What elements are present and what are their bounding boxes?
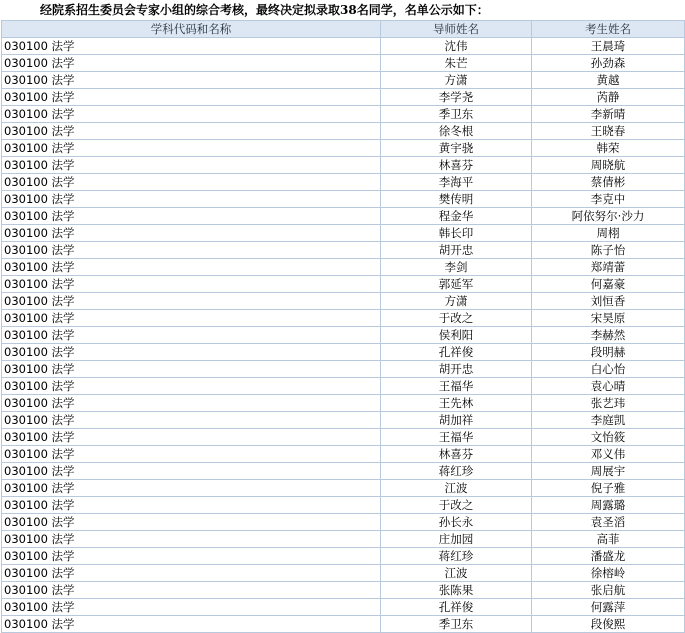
discipline-cell: 030100 法学 [2, 157, 381, 174]
table-row [2, 174, 685, 191]
table-row [2, 242, 685, 259]
candidate-name-cell: 张艺玮 [532, 395, 685, 412]
supervisor-name-cell: 侯利阳 [381, 327, 532, 344]
table-row [2, 531, 685, 548]
discipline-cell: 030100 法学 [2, 497, 381, 514]
candidate-name-cell: 邓义伟 [532, 446, 685, 463]
candidate-name-cell: 王晨琦 [532, 38, 685, 55]
table-body [2, 38, 685, 633]
table-row [2, 89, 685, 106]
supervisor-name-cell: 郭延军 [381, 276, 532, 293]
candidate-name-cell: 段明赫 [532, 344, 685, 361]
candidate-name-cell: 袁圣滔 [532, 514, 685, 531]
discipline-cell: 030100 法学 [2, 259, 381, 276]
supervisor-name-cell: 胡开忠 [381, 242, 532, 259]
table-header-row [2, 21, 685, 38]
table-row [2, 378, 685, 395]
supervisor-name-cell: 季卫东 [381, 106, 532, 123]
supervisor-name-cell: 孔祥俊 [381, 344, 532, 361]
discipline-cell: 030100 法学 [2, 480, 381, 497]
discipline-cell: 030100 法学 [2, 174, 381, 191]
supervisor-name-cell: 李学尧 [381, 89, 532, 106]
discipline-cell: 030100 法学 [2, 616, 381, 633]
discipline-cell: 030100 法学 [2, 89, 381, 106]
supervisor-name-cell: 胡加祥 [381, 412, 532, 429]
candidate-name-cell: 刘恒香 [532, 293, 685, 310]
column-header-supervisor: 导师姓名 [381, 21, 532, 38]
table-row [2, 582, 685, 599]
page-heading: 经院系招生委员会专家小组的综合考核，最终决定拟录取38名同学，名单公示如下： [40, 3, 489, 17]
table-row [2, 293, 685, 310]
candidate-name-cell: 袁心晴 [532, 378, 685, 395]
discipline-cell: 030100 法学 [2, 565, 381, 582]
discipline-cell: 030100 法学 [2, 242, 381, 259]
table-row [2, 123, 685, 140]
discipline-cell: 030100 法学 [2, 395, 381, 412]
candidate-name-cell: 周晓航 [532, 157, 685, 174]
supervisor-name-cell: 江波 [381, 480, 532, 497]
supervisor-name-cell: 胡开忠 [381, 361, 532, 378]
candidate-name-cell: 周展宇 [532, 463, 685, 480]
table-row [2, 55, 685, 72]
candidate-name-cell: 张启航 [532, 582, 685, 599]
supervisor-name-cell: 王福华 [381, 378, 532, 395]
candidate-name-cell: 韩荣 [532, 140, 685, 157]
candidate-name-cell: 宋昊原 [532, 310, 685, 327]
supervisor-name-cell: 于改之 [381, 310, 532, 327]
discipline-cell: 030100 法学 [2, 344, 381, 361]
admission-list-table [1, 20, 685, 633]
column-header-discipline: 学科代码和名称 [2, 21, 381, 38]
candidate-name-cell: 王晓春 [532, 123, 685, 140]
table-row [2, 497, 685, 514]
supervisor-name-cell: 庄加园 [381, 531, 532, 548]
table-row [2, 344, 685, 361]
candidate-name-cell: 周露璐 [532, 497, 685, 514]
supervisor-name-cell: 方潇 [381, 293, 532, 310]
candidate-name-cell: 李新晴 [532, 106, 685, 123]
discipline-cell: 030100 法学 [2, 412, 381, 429]
candidate-name-cell: 李克中 [532, 191, 685, 208]
supervisor-name-cell: 李剑 [381, 259, 532, 276]
table-row [2, 412, 685, 429]
candidate-name-cell: 李赫然 [532, 327, 685, 344]
table-row [2, 225, 685, 242]
discipline-cell: 030100 法学 [2, 38, 381, 55]
supervisor-name-cell: 徐冬根 [381, 123, 532, 140]
discipline-cell: 030100 法学 [2, 429, 381, 446]
supervisor-name-cell: 王先林 [381, 395, 532, 412]
table-row [2, 259, 685, 276]
candidate-name-cell: 段俊熙 [532, 616, 685, 633]
supervisor-name-cell: 朱芒 [381, 55, 532, 72]
table-row [2, 106, 685, 123]
discipline-cell: 030100 法学 [2, 123, 381, 140]
table-row [2, 463, 685, 480]
table-row [2, 446, 685, 463]
table-row [2, 395, 685, 412]
table-row [2, 310, 685, 327]
candidate-name-cell: 潘盛龙 [532, 548, 685, 565]
candidate-name-cell: 高菲 [532, 531, 685, 548]
table-row [2, 548, 685, 565]
supervisor-name-cell: 程金华 [381, 208, 532, 225]
table-row [2, 191, 685, 208]
supervisor-name-cell: 林喜芬 [381, 446, 532, 463]
discipline-cell: 030100 法学 [2, 310, 381, 327]
discipline-cell: 030100 法学 [2, 531, 381, 548]
candidate-name-cell: 黄越 [532, 72, 685, 89]
supervisor-name-cell: 韩长印 [381, 225, 532, 242]
discipline-cell: 030100 法学 [2, 276, 381, 293]
column-header-candidate: 考生姓名 [532, 21, 685, 38]
table-row [2, 208, 685, 225]
supervisor-name-cell: 樊传明 [381, 191, 532, 208]
supervisor-name-cell: 于改之 [381, 497, 532, 514]
table-row [2, 480, 685, 497]
supervisor-name-cell: 蒋红珍 [381, 463, 532, 480]
candidate-name-cell: 芮静 [532, 89, 685, 106]
discipline-cell: 030100 法学 [2, 327, 381, 344]
discipline-cell: 030100 法学 [2, 599, 381, 616]
supervisor-name-cell: 沈伟 [381, 38, 532, 55]
table-row [2, 599, 685, 616]
candidate-name-cell: 郑靖蕾 [532, 259, 685, 276]
table-row [2, 327, 685, 344]
supervisor-name-cell: 黄宇骁 [381, 140, 532, 157]
supervisor-name-cell: 王福华 [381, 429, 532, 446]
table-row [2, 429, 685, 446]
table-row [2, 72, 685, 89]
candidate-name-cell: 文怡筱 [532, 429, 685, 446]
candidate-name-cell: 何嘉豪 [532, 276, 685, 293]
discipline-cell: 030100 法学 [2, 582, 381, 599]
supervisor-name-cell: 江波 [381, 565, 532, 582]
candidate-name-cell: 何露萍 [532, 599, 685, 616]
discipline-cell: 030100 法学 [2, 72, 381, 89]
discipline-cell: 030100 法学 [2, 463, 381, 480]
supervisor-name-cell: 李海平 [381, 174, 532, 191]
supervisor-name-cell: 方潇 [381, 72, 532, 89]
supervisor-name-cell: 蒋红珍 [381, 548, 532, 565]
candidate-name-cell: 陈子怡 [532, 242, 685, 259]
table-row [2, 157, 685, 174]
discipline-cell: 030100 法学 [2, 378, 381, 395]
candidate-name-cell: 徐榕岭 [532, 565, 685, 582]
candidate-name-cell: 周栩 [532, 225, 685, 242]
candidate-name-cell: 蔡倩彬 [532, 174, 685, 191]
candidate-name-cell: 倪子雅 [532, 480, 685, 497]
table-row [2, 276, 685, 293]
candidate-name-cell: 李庭凯 [532, 412, 685, 429]
supervisor-name-cell: 孔祥俊 [381, 599, 532, 616]
table-row [2, 616, 685, 633]
discipline-cell: 030100 法学 [2, 208, 381, 225]
supervisor-name-cell: 张陈果 [381, 582, 532, 599]
supervisor-name-cell: 季卫东 [381, 616, 532, 633]
discipline-cell: 030100 法学 [2, 140, 381, 157]
table-row [2, 361, 685, 378]
table-row [2, 514, 685, 531]
discipline-cell: 030100 法学 [2, 361, 381, 378]
candidate-name-cell: 阿依努尔·沙力 [532, 208, 685, 225]
discipline-cell: 030100 法学 [2, 293, 381, 310]
discipline-cell: 030100 法学 [2, 446, 381, 463]
discipline-cell: 030100 法学 [2, 514, 381, 531]
candidate-name-cell: 孙劲森 [532, 55, 685, 72]
table-row [2, 565, 685, 582]
supervisor-name-cell: 林喜芬 [381, 157, 532, 174]
table-row [2, 38, 685, 55]
discipline-cell: 030100 法学 [2, 106, 381, 123]
supervisor-name-cell: 孙长永 [381, 514, 532, 531]
candidate-name-cell: 白心怡 [532, 361, 685, 378]
table-row [2, 140, 685, 157]
discipline-cell: 030100 法学 [2, 225, 381, 242]
discipline-cell: 030100 法学 [2, 548, 381, 565]
discipline-cell: 030100 法学 [2, 191, 381, 208]
discipline-cell: 030100 法学 [2, 55, 381, 72]
